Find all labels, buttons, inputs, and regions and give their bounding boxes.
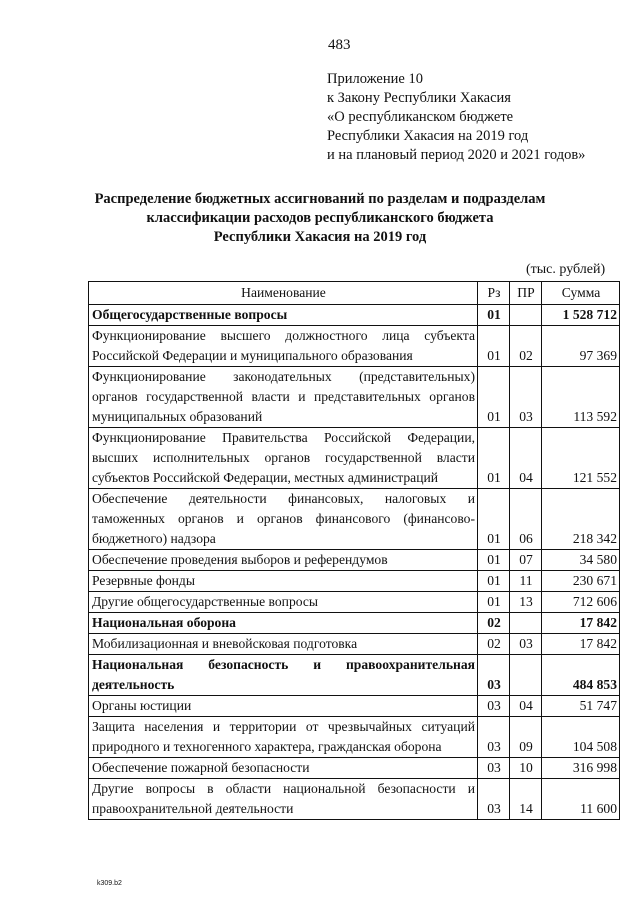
row-pr: 06 bbox=[510, 489, 542, 550]
row-name: Мобилизационная и вневойсковая подготовка bbox=[89, 634, 478, 655]
row-name: Другие вопросы в области национальной безопасности и правоохранительной деятельности bbox=[89, 779, 478, 820]
header-pr: ПР bbox=[510, 282, 542, 305]
row-rz: 01 bbox=[478, 489, 510, 550]
table-row bbox=[89, 305, 620, 326]
title-line: классификации расходов республиканского бюджета bbox=[146, 210, 494, 226]
row-name: Общегосударственные вопросы bbox=[89, 305, 478, 326]
row-sum: 17 842 bbox=[542, 613, 620, 634]
table-row bbox=[89, 428, 620, 489]
header-name: Наименование bbox=[89, 282, 478, 305]
row-sum: 1 528 712 bbox=[542, 305, 620, 326]
row-rz: 01 bbox=[478, 571, 510, 592]
table-row bbox=[89, 634, 620, 655]
appendix-line: к Закону Республики Хакасия bbox=[327, 90, 511, 106]
row-sum: 11 600 bbox=[542, 779, 620, 820]
table-row bbox=[89, 779, 620, 820]
row-rz: 02 bbox=[478, 613, 510, 634]
row-pr: 07 bbox=[510, 550, 542, 571]
row-rz: 03 bbox=[478, 696, 510, 717]
row-name: Функционирование высшего должностного лица субъекта Российской Федерации и муниципального образования bbox=[89, 326, 478, 367]
table-row bbox=[89, 326, 620, 367]
row-pr bbox=[510, 655, 542, 696]
row-sum: 34 580 bbox=[542, 550, 620, 571]
row-rz: 01 bbox=[478, 305, 510, 326]
table-row bbox=[89, 571, 620, 592]
row-sum: 230 671 bbox=[542, 571, 620, 592]
row-name: Национальная безопасность и правоохранительная деятельность bbox=[89, 655, 478, 696]
row-sum: 51 747 bbox=[542, 696, 620, 717]
row-sum: 484 853 bbox=[542, 655, 620, 696]
document-title bbox=[90, 190, 550, 247]
row-rz: 01 bbox=[478, 326, 510, 367]
row-name: Обеспечение деятельности финансовых, налоговых и таможенных органов и органов финансового (финансово-бюджетного) надзора bbox=[89, 489, 478, 550]
table-row bbox=[89, 655, 620, 696]
row-pr: 11 bbox=[510, 571, 542, 592]
row-pr: 02 bbox=[510, 326, 542, 367]
row-pr: 10 bbox=[510, 758, 542, 779]
title-line: Распределение бюджетных ассигнований по разделам и подразделам bbox=[94, 191, 546, 207]
table-row bbox=[89, 592, 620, 613]
row-pr: 09 bbox=[510, 717, 542, 758]
appendix-block bbox=[327, 70, 585, 165]
page-number: 483 bbox=[328, 37, 351, 53]
row-name: Функционирование Правительства Российской Федерации, высших исполнительных органов государственной власти субъектов Российской Федерации, местных администраций bbox=[89, 428, 478, 489]
budget-table bbox=[88, 281, 620, 820]
row-sum: 97 369 bbox=[542, 326, 620, 367]
table-row bbox=[89, 489, 620, 550]
row-rz: 01 bbox=[478, 550, 510, 571]
row-sum: 218 342 bbox=[542, 489, 620, 550]
table-row bbox=[89, 758, 620, 779]
row-sum: 104 508 bbox=[542, 717, 620, 758]
table-header-row bbox=[89, 282, 620, 305]
row-name: Органы юстиции bbox=[89, 696, 478, 717]
row-name: Другие общегосударственные вопросы bbox=[89, 592, 478, 613]
header-sum: Сумма bbox=[542, 282, 620, 305]
table-row bbox=[89, 717, 620, 758]
footer-code: k309.b2 bbox=[97, 880, 122, 887]
row-pr: 03 bbox=[510, 634, 542, 655]
row-rz: 01 bbox=[478, 367, 510, 428]
row-pr: 13 bbox=[510, 592, 542, 613]
row-sum: 121 552 bbox=[542, 428, 620, 489]
row-pr: 03 bbox=[510, 367, 542, 428]
row-name: Защита населения и территории от чрезвычайных ситуаций природного и техногенного характера, гражданская оборона bbox=[89, 717, 478, 758]
row-sum: 712 606 bbox=[542, 592, 620, 613]
appendix-line: Приложение 10 bbox=[327, 71, 423, 87]
row-rz: 03 bbox=[478, 655, 510, 696]
row-pr: 04 bbox=[510, 428, 542, 489]
row-rz: 01 bbox=[478, 428, 510, 489]
row-rz: 03 bbox=[478, 717, 510, 758]
row-name: Резервные фонды bbox=[89, 571, 478, 592]
row-pr: 04 bbox=[510, 696, 542, 717]
row-name: Обеспечение пожарной безопасности bbox=[89, 758, 478, 779]
table-row bbox=[89, 613, 620, 634]
unit-note: (тыс. рублей) bbox=[526, 262, 606, 277]
row-pr bbox=[510, 305, 542, 326]
header-rz: Рз bbox=[478, 282, 510, 305]
row-rz: 01 bbox=[478, 592, 510, 613]
row-rz: 03 bbox=[478, 779, 510, 820]
table-row bbox=[89, 367, 620, 428]
appendix-line: и на плановый период 2020 и 2021 годов» bbox=[327, 147, 586, 163]
table-row bbox=[89, 696, 620, 717]
row-name: Национальная оборона bbox=[89, 613, 478, 634]
row-rz: 03 bbox=[478, 758, 510, 779]
row-pr bbox=[510, 613, 542, 634]
row-sum: 316 998 bbox=[542, 758, 620, 779]
row-name: Функционирование законодательных (представительных) органов государственной власти и представительных органов муниципальных образований bbox=[89, 367, 478, 428]
row-rz: 02 bbox=[478, 634, 510, 655]
appendix-line: Республики Хакасия на 2019 год bbox=[327, 128, 529, 144]
title-line: Республики Хакасия на 2019 год bbox=[213, 229, 427, 245]
row-pr: 14 bbox=[510, 779, 542, 820]
appendix-line: «О республиканском бюджете bbox=[327, 109, 514, 125]
table-row bbox=[89, 550, 620, 571]
row-sum: 113 592 bbox=[542, 367, 620, 428]
row-name: Обеспечение проведения выборов и референдумов bbox=[89, 550, 478, 571]
row-sum: 17 842 bbox=[542, 634, 620, 655]
